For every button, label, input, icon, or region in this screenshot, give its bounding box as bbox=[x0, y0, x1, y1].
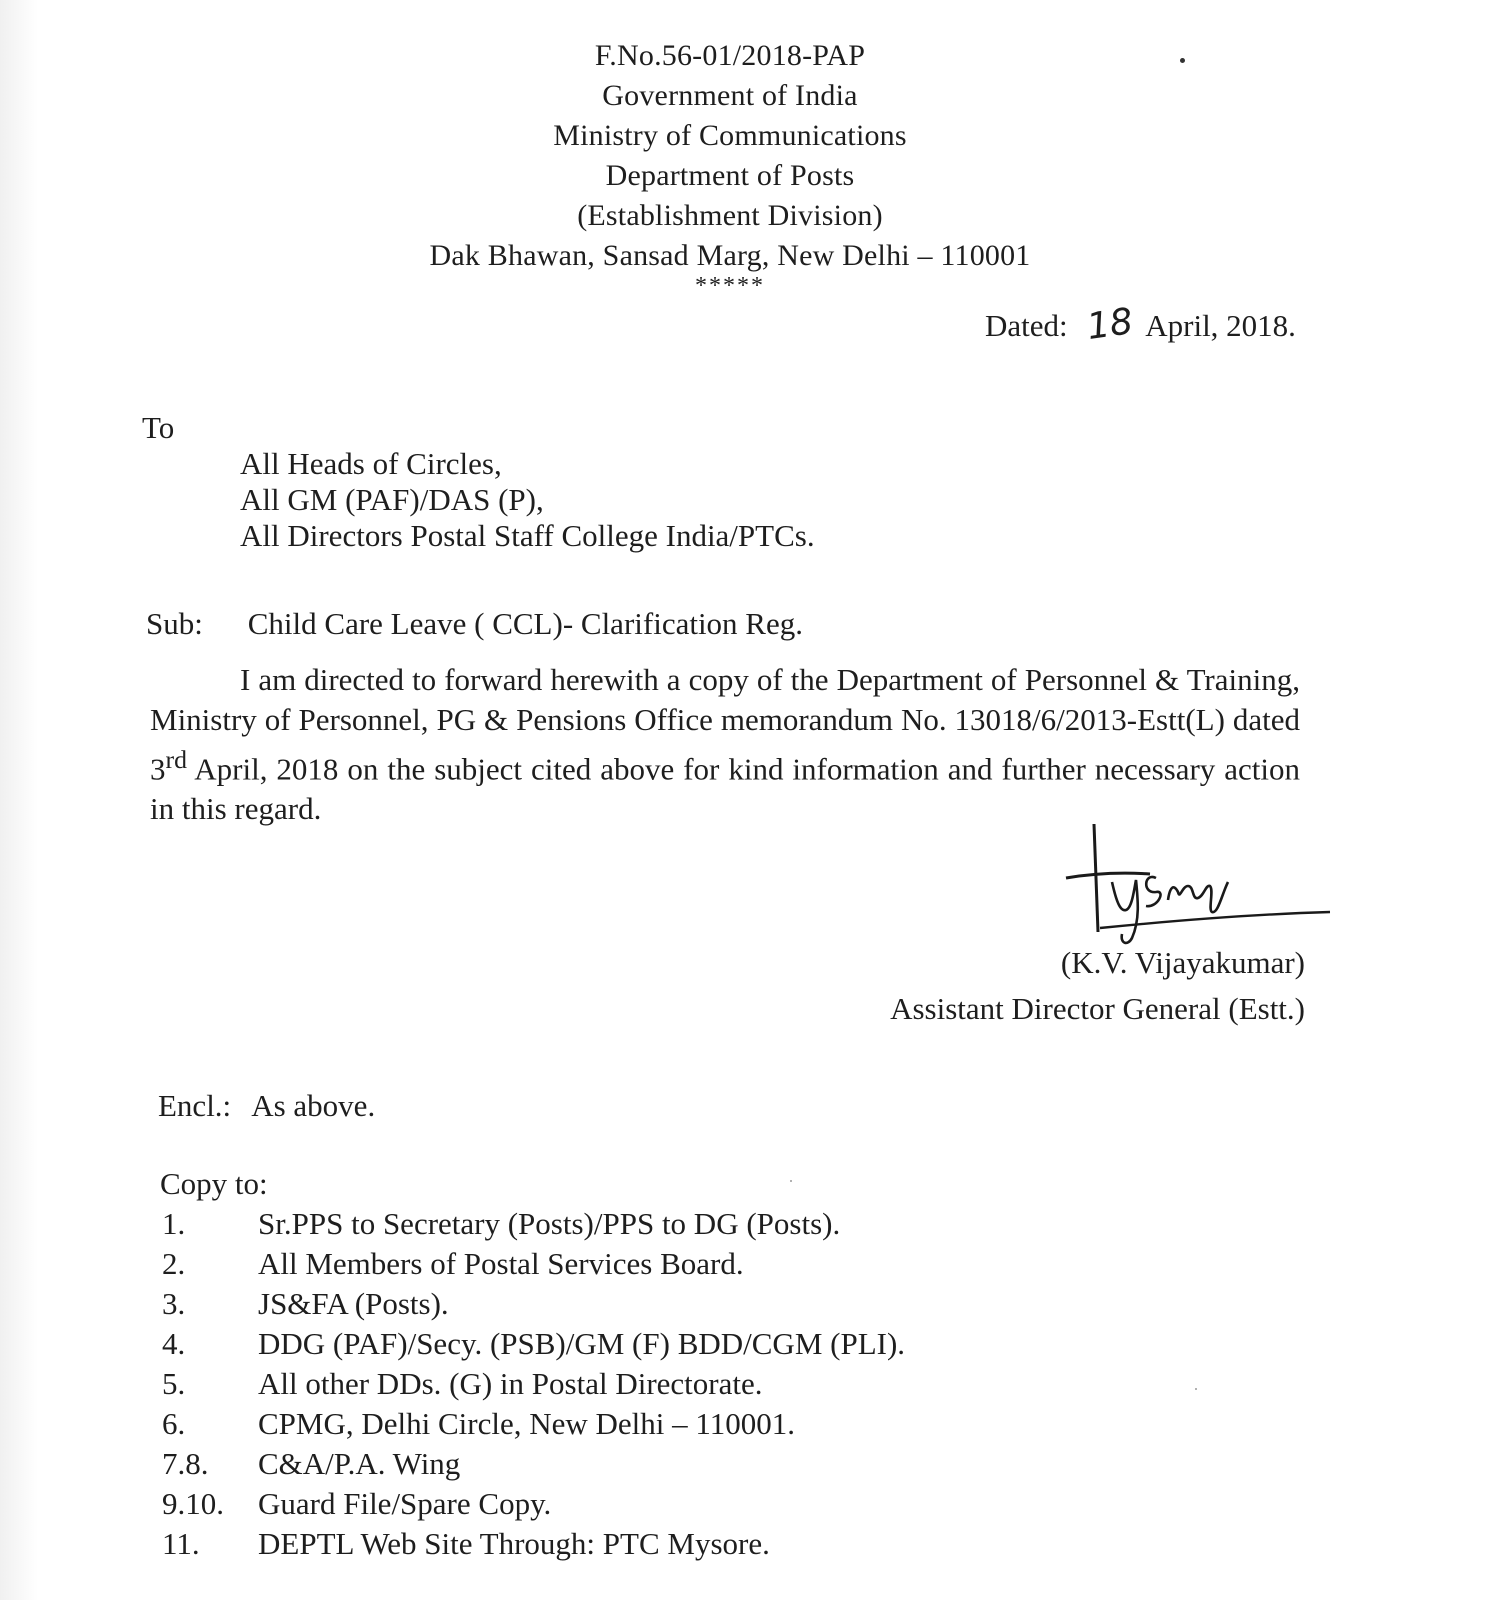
ordinal-suffix: rd bbox=[165, 745, 188, 774]
list-item bbox=[162, 1324, 905, 1364]
body-text-end: April, 2018 on the subject cited above for kind information and further necessary action in this regard. bbox=[150, 751, 1300, 827]
list-item-text: All other DDs. (G) in Postal Directorate. bbox=[258, 1366, 763, 1401]
header-separator: ***** bbox=[695, 273, 765, 299]
list-item-number: 9.10. bbox=[162, 1486, 224, 1521]
list-item-text: C&A/P.A. Wing bbox=[258, 1446, 461, 1481]
addressee-line: All Directors Postal Staff College India/PTCs. bbox=[240, 518, 815, 553]
date-line bbox=[985, 301, 1296, 348]
scan-speck bbox=[1180, 58, 1185, 63]
enclosure-text: As above. bbox=[251, 1088, 376, 1123]
list-item-number: 1. bbox=[162, 1206, 186, 1241]
list-item bbox=[162, 1364, 905, 1404]
date-month-year: April, 2018. bbox=[1145, 308, 1296, 343]
list-item-text: DDG (PAF)/Secy. (PSB)/GM (F) BDD/CGM (PLI). bbox=[258, 1326, 906, 1361]
body-paragraph bbox=[150, 660, 1300, 829]
list-item-number: 2. bbox=[162, 1246, 186, 1281]
list-item-text: Sr.PPS to Secretary (Posts)/PPS to DG (Posts). bbox=[258, 1206, 841, 1241]
addressee-list bbox=[240, 446, 815, 554]
list-item bbox=[162, 1484, 905, 1524]
list-item-number: 11. bbox=[162, 1526, 200, 1561]
file-number: F.No.56-01/2018-PAP bbox=[594, 39, 866, 72]
list-item bbox=[162, 1444, 905, 1484]
subject-label: Sub: bbox=[146, 606, 203, 641]
signatory-name: (K.V. Vijayakumar) bbox=[1060, 945, 1305, 980]
list-item-text: DEPTL Web Site Through: PTC Mysore. bbox=[258, 1526, 770, 1561]
scan-speck bbox=[1195, 1388, 1197, 1390]
to-label: To bbox=[142, 410, 175, 445]
enclosure-label: Encl.: bbox=[158, 1088, 232, 1123]
list-item-number: 6. bbox=[162, 1406, 186, 1441]
addressee-line: All Heads of Circles, bbox=[240, 446, 502, 481]
list-item-text: All Members of Postal Services Board. bbox=[258, 1246, 744, 1281]
list-item-number: 7.8. bbox=[162, 1446, 209, 1481]
copy-to-label: Copy to: bbox=[160, 1166, 268, 1201]
list-item bbox=[162, 1404, 905, 1444]
government-name: Government of India bbox=[602, 79, 858, 112]
list-item-number: 3. bbox=[162, 1286, 186, 1321]
list-item bbox=[162, 1524, 905, 1564]
body-text-start: I am directed to forward herewith a copy of the Department of Personnel & Training, Ministry of Personnel, PG & Pensions Office memorandum No. 13018/6/2013-Estt(L) dated 3 bbox=[150, 662, 1300, 787]
department-name: Department of Posts bbox=[605, 159, 855, 192]
list-item-text: CPMG, Delhi Circle, New Delhi – 110001. bbox=[258, 1406, 795, 1441]
list-item-text: JS&FA (Posts). bbox=[258, 1286, 449, 1321]
date-label: Dated: bbox=[985, 308, 1068, 343]
handwritten-day: 18 bbox=[1084, 301, 1136, 348]
scan-speck bbox=[790, 1180, 792, 1182]
list-item bbox=[162, 1284, 905, 1324]
signatory-designation: Assistant Director General (Estt.) bbox=[890, 991, 1305, 1026]
signatory-block bbox=[890, 940, 1305, 1032]
subject-line bbox=[146, 606, 803, 642]
copy-to-list bbox=[162, 1204, 905, 1564]
list-item bbox=[162, 1244, 905, 1284]
subject-text: Child Care Leave ( CCL)- Clarification Reg. bbox=[247, 606, 803, 641]
letter-header bbox=[330, 36, 1130, 299]
list-item bbox=[162, 1204, 905, 1244]
list-item-text: Guard File/Spare Copy. bbox=[258, 1486, 552, 1521]
enclosure-line bbox=[158, 1088, 375, 1124]
list-item-number: 5. bbox=[162, 1366, 186, 1401]
handwritten-signature bbox=[1060, 820, 1340, 950]
division-name: (Establishment Division) bbox=[577, 199, 883, 232]
office-address: Dak Bhawan, Sansad Marg, New Delhi – 110001 bbox=[429, 239, 1031, 272]
ministry-name: Ministry of Communications bbox=[553, 119, 907, 152]
list-item-number: 4. bbox=[162, 1326, 186, 1361]
scan-shadow-edge bbox=[0, 0, 38, 1600]
addressee-line: All GM (PAF)/DAS (P), bbox=[240, 482, 544, 517]
